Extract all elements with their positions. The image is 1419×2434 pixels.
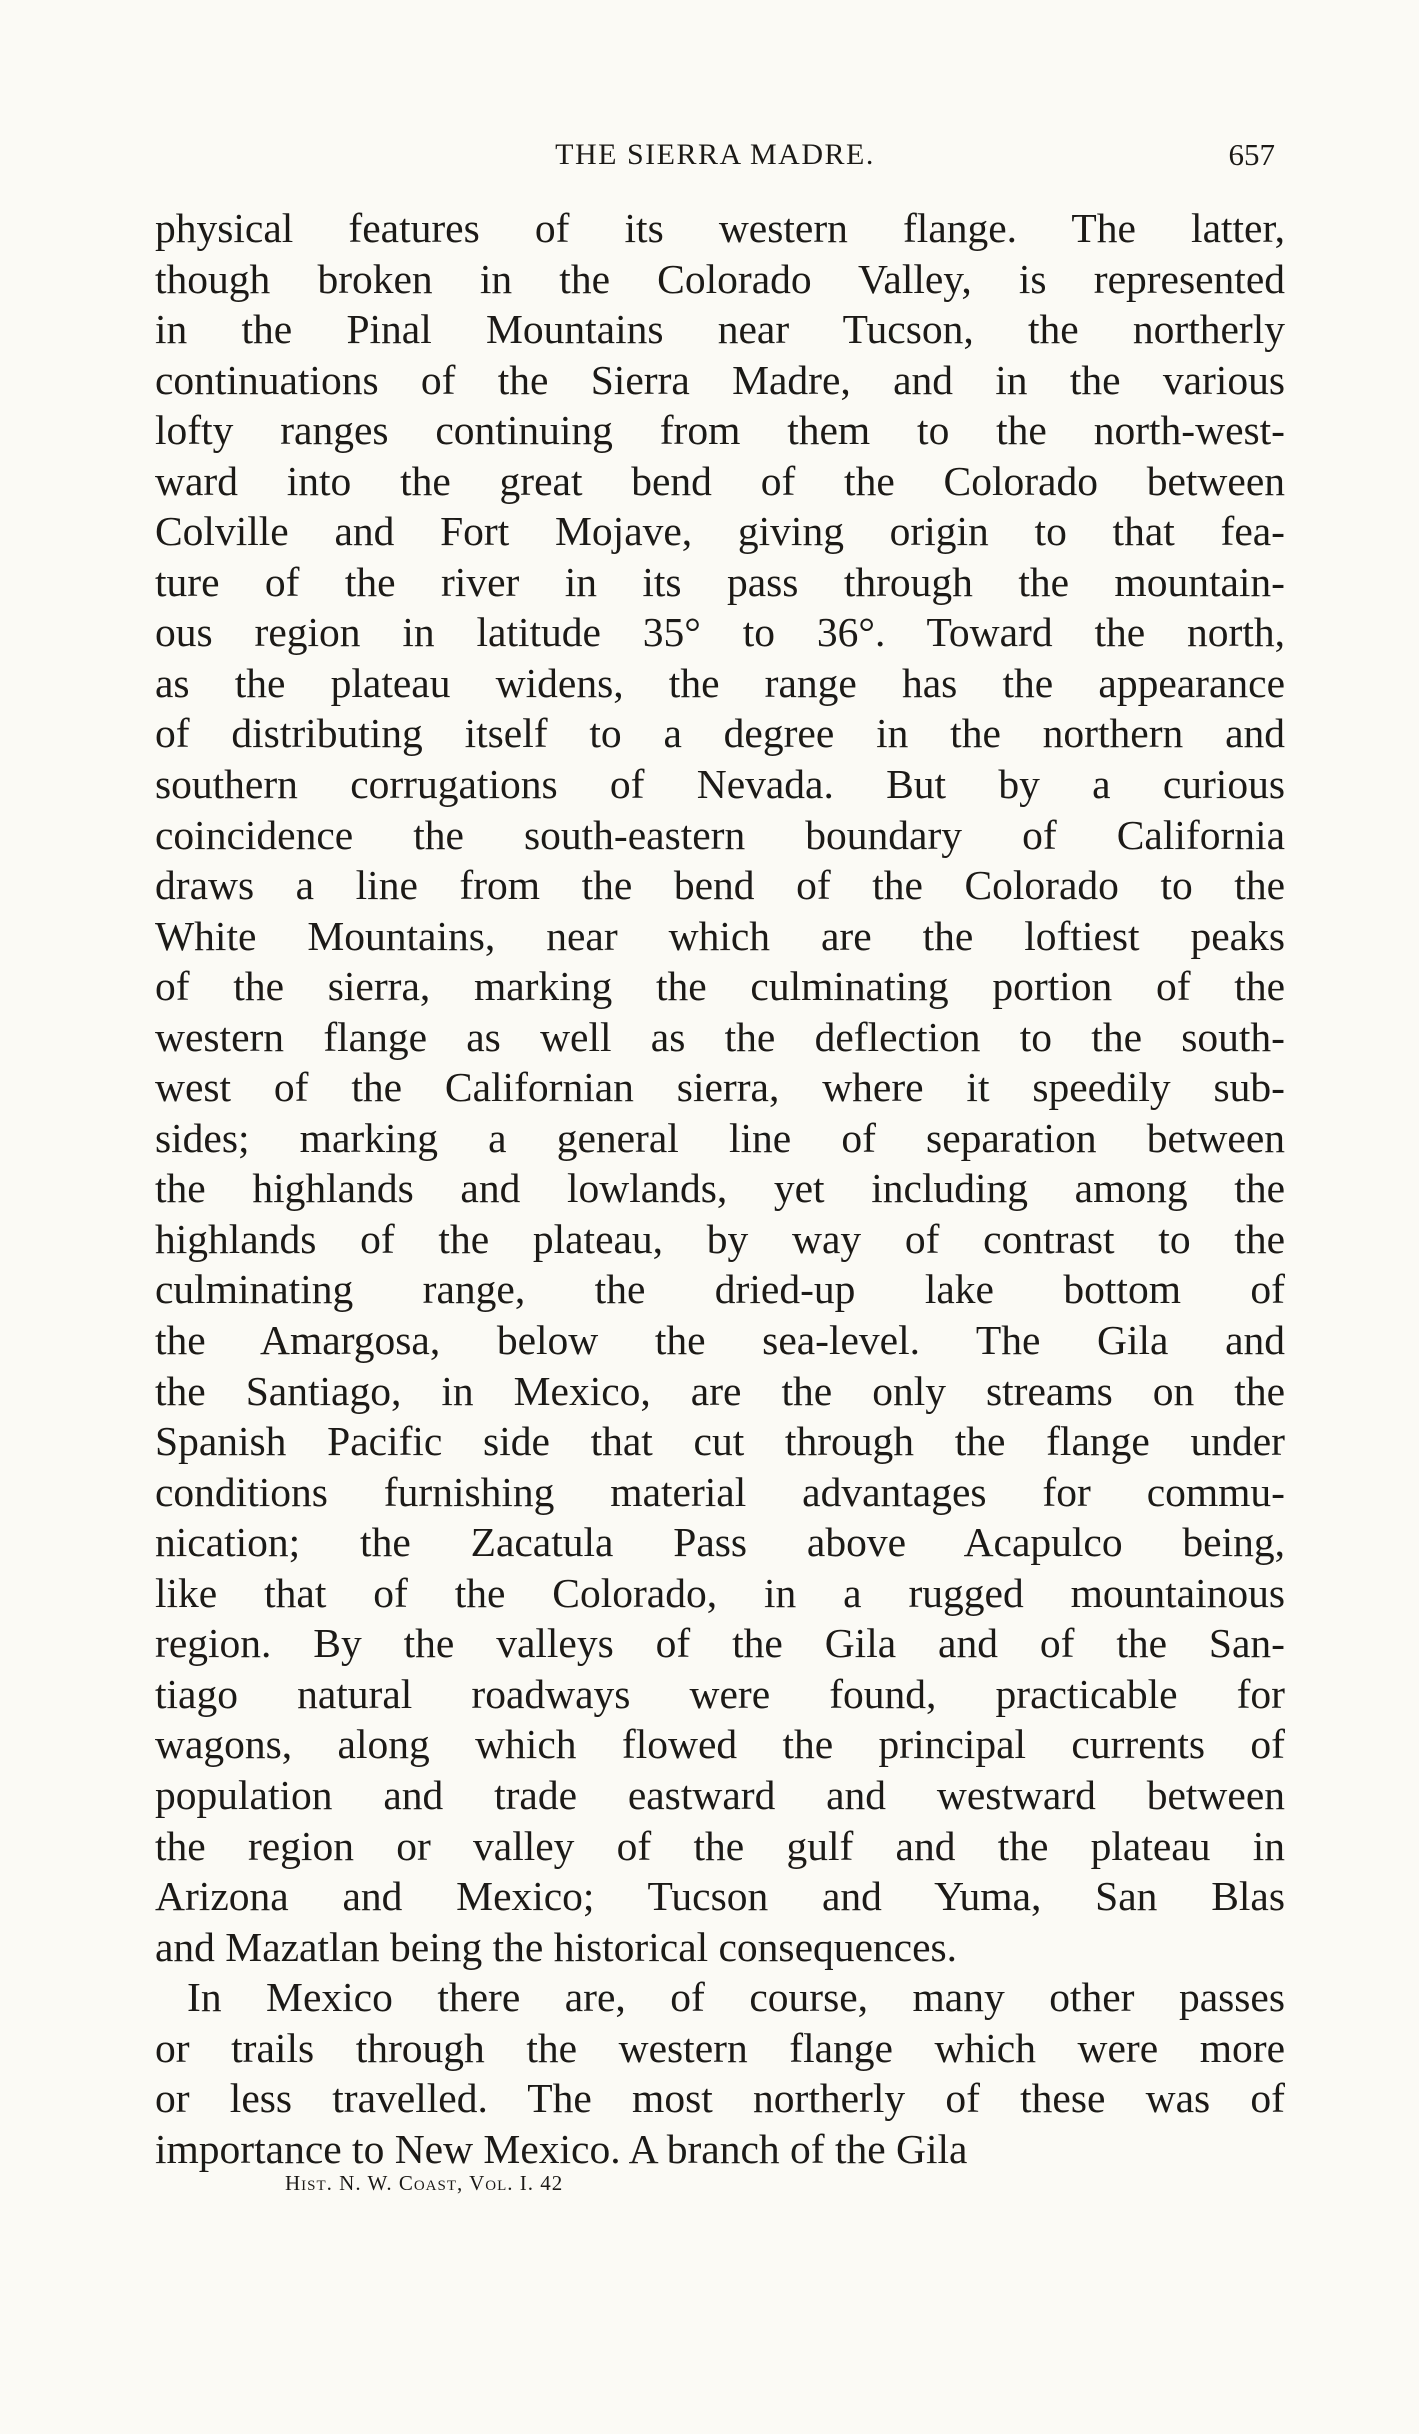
text-line: ous region in latitude 35° to 36°. Toward the north,	[155, 609, 1285, 656]
text-line: White Mountains, near which are the loftiest peaks	[155, 912, 1285, 959]
text-line: ture of the river in its pass through the mountain-	[155, 558, 1285, 605]
text-line: physical features of its western flange. The latter,	[155, 205, 1285, 251]
text-line: coincidence the south-eastern boundary of California	[155, 811, 1285, 858]
text-line: west of the Californian sierra, where it speedily sub-	[155, 1064, 1285, 1111]
text-line: of distributing itself to a degree in the northern and	[155, 710, 1285, 757]
body-text	[155, 203, 1285, 2174]
text-line: or less travelled. The most northerly of these was of	[155, 2075, 1285, 2122]
running-head	[155, 130, 1275, 180]
text-line: of the sierra, marking the culminating portion of the	[155, 963, 1285, 1010]
text-line: continuations of the Sierra Madre, and in the various	[155, 356, 1285, 403]
text-line: Spanish Pacific side that cut through the flange under	[155, 1418, 1285, 1465]
text-line: region. By the valleys of the Gila and of the San-	[155, 1620, 1285, 1667]
paragraph	[155, 203, 1285, 1972]
text-line: wagons, along which flowed the principal currents of	[155, 1721, 1285, 1768]
signature-mark: Hist. N. W. Coast, Vol. I. 42	[285, 2171, 564, 2195]
text-line: and Mazatlan being the historical consequences.	[155, 1923, 958, 1970]
text-line: nication; the Zacatula Pass above Acapulco being,	[155, 1519, 1285, 1566]
page-number: 657	[1228, 137, 1275, 172]
text-line: Colville and Fort Mojave, giving origin to that fea-	[155, 508, 1285, 555]
running-title: THE SIERRA MADRE.	[555, 138, 875, 171]
text-line: southern corrugations of Nevada. But by a curious	[155, 761, 1285, 808]
paragraph	[155, 1972, 1285, 2174]
text-line: like that of the Colorado, in a rugged mountainous	[155, 1569, 1285, 1616]
text-line: as the plateau widens, the range has the appearance	[155, 659, 1285, 706]
text-line: draws a line from the bend of the Colorado to the	[155, 862, 1285, 909]
text-line: tiago natural roadways were found, practicable for	[155, 1670, 1285, 1717]
text-line: the Santiago, in Mexico, are the only streams on the	[155, 1367, 1285, 1414]
text-line: sides; marking a general line of separation between	[155, 1114, 1285, 1161]
text-line: western flange as well as the deflection to the south-	[155, 1013, 1285, 1060]
text-line: Arizona and Mexico; Tucson and Yuma, San Blas	[155, 1873, 1285, 1920]
text-line: the Amargosa, below the sea-level. The Gila and	[155, 1317, 1285, 1364]
text-line: population and trade eastward and westward between	[155, 1771, 1285, 1818]
text-line: the region or valley of the gulf and the plateau in	[155, 1822, 1285, 1869]
text-line: highlands of the plateau, by way of contrast to the	[155, 1215, 1285, 1262]
text-line: conditions furnishing material advantages for commu-	[155, 1468, 1285, 1515]
text-line: importance to New Mexico. A branch of the Gila	[155, 2125, 968, 2172]
text-line: culminating range, the dried-up lake bottom of	[155, 1266, 1285, 1313]
text-line: in the Pinal Mountains near Tucson, the northerly	[155, 306, 1285, 353]
text-line: the highlands and lowlands, yet including among the	[155, 1165, 1285, 1212]
text-line: or trails through the western flange which were more	[155, 2024, 1285, 2071]
text-line: In Mexico there are, of course, many other passes	[187, 1974, 1285, 2021]
text-line: though broken in the Colorado Valley, is represented	[155, 255, 1285, 302]
text-line: lofty ranges continuing from them to the north-west-	[155, 407, 1285, 454]
text-line: ward into the great bend of the Colorado between	[155, 457, 1285, 504]
